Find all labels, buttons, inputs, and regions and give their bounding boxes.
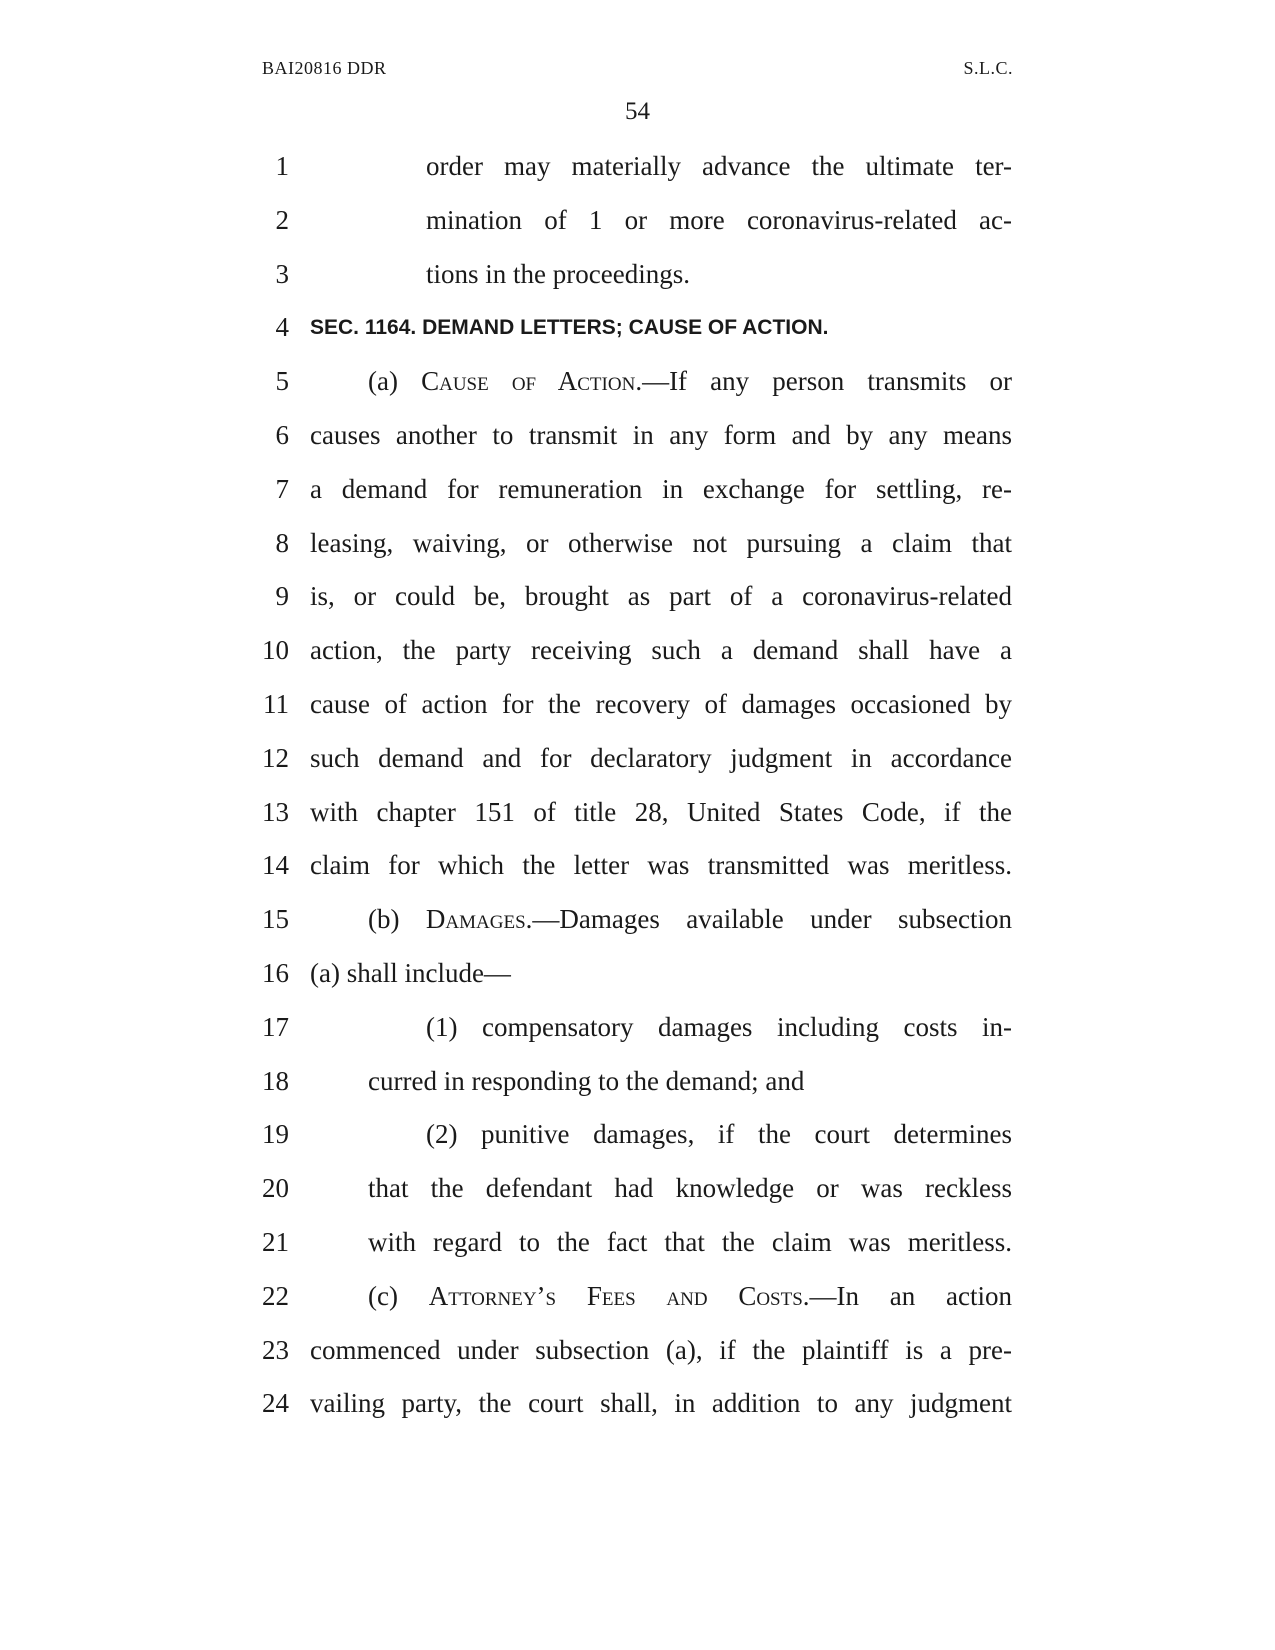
text-line — [0, 517, 1275, 571]
subsection-label: (a) — [368, 366, 422, 397]
section-heading: SEC. 1164. DEMAND LETTERS; CAUSE OF ACTION. — [310, 316, 829, 340]
line-text: causes another to transmit in any form and by any means — [310, 419, 1012, 450]
line-text: .—If any person transmits or — [635, 366, 1012, 397]
text-line — [0, 1162, 1275, 1216]
line-number: 1 — [275, 151, 289, 181]
line-number: 5 — [275, 366, 289, 397]
line-number: 22 — [262, 1280, 289, 1311]
line-number: 8 — [275, 527, 289, 558]
subsection-title: Cause of Action — [421, 366, 636, 397]
subsection-label: (b) — [368, 904, 426, 935]
subsection-title: Attorney’s Fees and Costs — [428, 1280, 803, 1311]
text-line — [0, 1377, 1275, 1431]
line-number: 23 — [262, 1334, 289, 1365]
line-number: 13 — [262, 796, 289, 827]
line-number: 7 — [275, 473, 289, 504]
line-number: 24 — [262, 1388, 289, 1419]
text-line — [0, 1001, 1275, 1055]
line-text: .—In an action — [802, 1280, 1013, 1311]
line-text: order may materially advance the ultimate ter- — [426, 151, 1012, 181]
text-line — [0, 1270, 1275, 1324]
line-number: 4 — [275, 312, 289, 343]
text-line — [0, 355, 1275, 409]
text-line — [0, 409, 1275, 463]
line-number: 6 — [275, 419, 289, 450]
text-line — [0, 1055, 1275, 1109]
subsection-a-heading — [310, 355, 1012, 409]
office-code: S.L.C. — [963, 58, 1013, 78]
line-text: claim for which the letter was transmitted was meritless. — [310, 850, 1012, 881]
text-line — [0, 786, 1275, 840]
line-text: that the defendant had knowledge or was reckless — [368, 1173, 1012, 1204]
bill-text — [0, 140, 1275, 1431]
page-number: 54 — [625, 98, 650, 125]
text-line — [0, 140, 1275, 194]
line-text: cause of action for the recovery of damages occasioned by — [310, 688, 1012, 719]
text-line — [0, 194, 1275, 248]
text-line — [0, 463, 1275, 517]
line-number: 3 — [275, 258, 289, 289]
line-number: 14 — [262, 850, 289, 881]
line-text: vailing party, the court shall, in addition to any judgment — [310, 1388, 1012, 1419]
line-text: with chapter 151 of title 28, United States Code, if the — [310, 796, 1012, 827]
line-number: 19 — [262, 1119, 289, 1150]
text-line — [0, 301, 1275, 355]
text-line — [0, 570, 1275, 624]
line-number: 21 — [262, 1226, 289, 1257]
text-line — [0, 732, 1275, 786]
line-number: 18 — [262, 1065, 289, 1096]
subsection-title: Damages — [425, 904, 526, 935]
text-line — [0, 1216, 1275, 1270]
line-number: 17 — [262, 1011, 289, 1042]
document-id: BAI20816 DDR — [262, 58, 387, 78]
subsection-c-heading — [310, 1270, 1012, 1324]
line-text: tions in the proceedings. — [426, 258, 690, 289]
line-number: 11 — [263, 688, 289, 719]
line-number: 20 — [262, 1173, 289, 1204]
text-line — [0, 678, 1275, 732]
line-text: is, or could be, brought as part of a coronavirus-related — [310, 581, 1012, 612]
subsection-label: (c) — [368, 1280, 429, 1311]
line-text: commenced under subsection (a), if the plaintiff is a pre- — [310, 1334, 1012, 1365]
line-number: 10 — [262, 635, 289, 666]
line-number: 9 — [275, 581, 289, 612]
line-text: action, the party receiving such a demand shall have a — [310, 635, 1012, 666]
line-text: such demand and for declaratory judgment in accordance — [310, 742, 1012, 773]
text-line — [0, 248, 1275, 302]
text-line — [0, 839, 1275, 893]
line-text: with regard to the fact that the claim was meritless. — [368, 1226, 1012, 1257]
line-text: mination of 1 or more coronavirus-related ac- — [426, 204, 1012, 235]
text-line — [0, 893, 1275, 947]
text-line — [0, 1324, 1275, 1378]
line-text: (2) punitive damages, if the court determines — [426, 1119, 1012, 1150]
text-line — [0, 1108, 1275, 1162]
text-line — [0, 947, 1275, 1001]
line-text: .—Damages available under subsection — [525, 904, 1013, 935]
line-text: (a) shall include— — [310, 957, 511, 988]
line-number: 2 — [275, 204, 289, 235]
line-number: 16 — [262, 957, 289, 988]
line-number: 15 — [262, 904, 289, 935]
line-number: 12 — [262, 742, 289, 773]
line-text: curred in responding to the demand; and — [368, 1065, 805, 1096]
line-text: (1) compensatory damages including costs in- — [426, 1011, 1012, 1042]
text-line — [0, 624, 1275, 678]
line-text: a demand for remuneration in exchange for settling, re- — [310, 473, 1012, 504]
line-text: leasing, waiving, or otherwise not pursuing a claim that — [310, 527, 1012, 558]
subsection-b-heading — [310, 893, 1012, 947]
